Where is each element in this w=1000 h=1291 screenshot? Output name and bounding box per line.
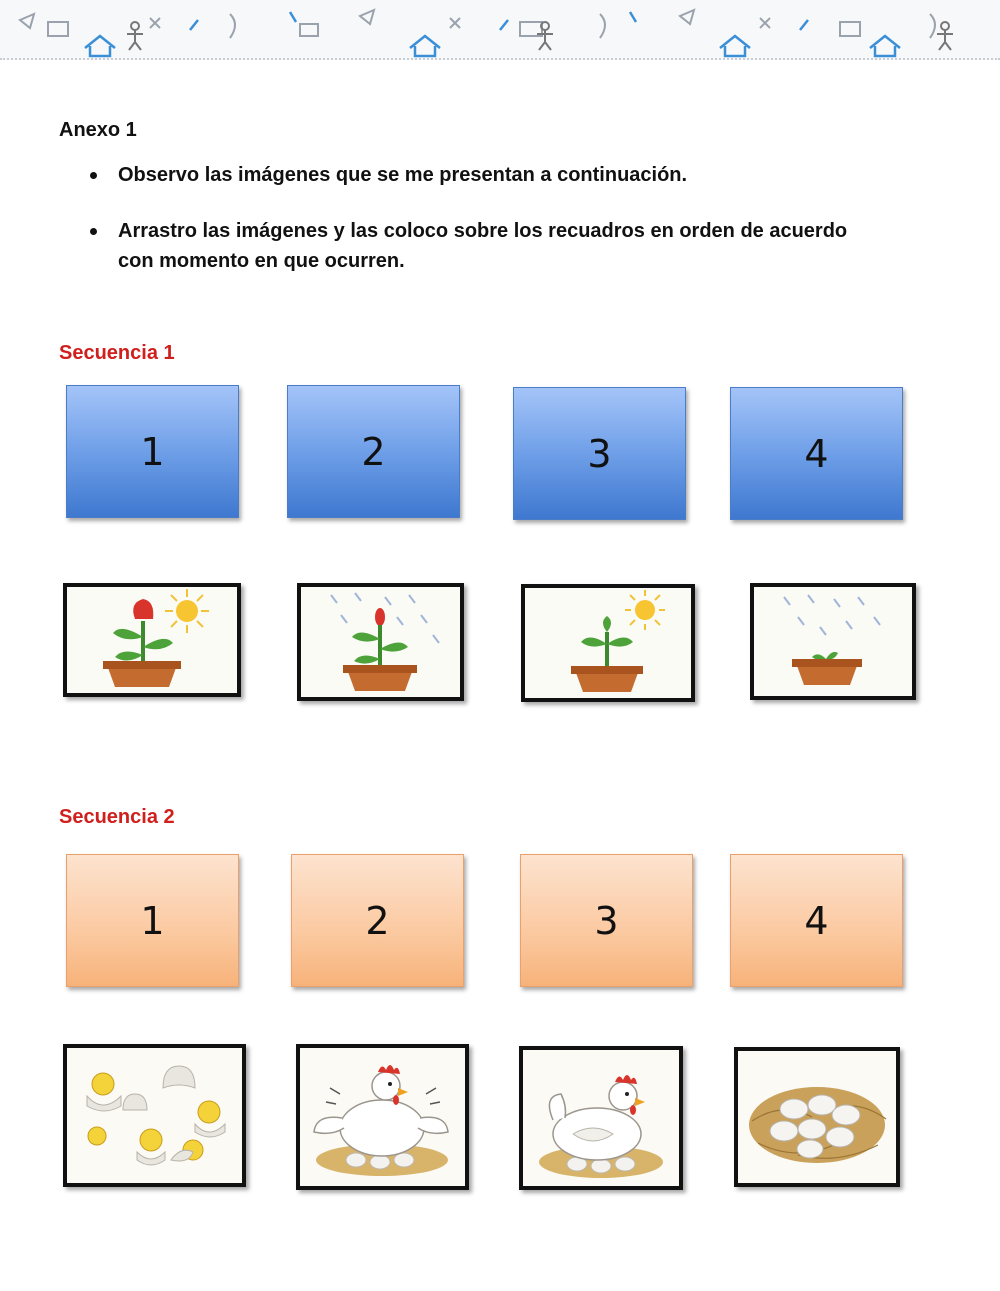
draggable-image-card[interactable] bbox=[519, 1046, 683, 1190]
drop-slot-2[interactable]: 2 bbox=[291, 854, 464, 987]
school-doodles-icon bbox=[0, 0, 1000, 58]
page-heading: Anexo 1 bbox=[59, 119, 137, 141]
decorative-banner bbox=[0, 0, 1000, 60]
flowering-plant-sun-icon bbox=[67, 587, 237, 693]
hatched-chicks-icon bbox=[67, 1048, 242, 1183]
draggable-image-card[interactable] bbox=[63, 583, 241, 697]
eggs-in-nest-icon bbox=[738, 1051, 896, 1183]
young-plant-sun-icon bbox=[525, 588, 691, 698]
draggable-image-card[interactable] bbox=[750, 583, 916, 700]
sprout-rain-icon bbox=[754, 587, 912, 696]
sequence-2-title: Secuencia 2 bbox=[59, 806, 175, 828]
drop-slot-1[interactable]: 1 bbox=[66, 854, 239, 987]
drop-slot-3[interactable]: 3 bbox=[513, 387, 686, 520]
hen-flapping-on-nest-icon bbox=[300, 1048, 465, 1186]
draggable-image-card[interactable] bbox=[63, 1044, 246, 1187]
drop-slot-3[interactable]: 3 bbox=[520, 854, 693, 987]
draggable-image-card[interactable] bbox=[297, 583, 464, 701]
hen-sitting-on-eggs-icon bbox=[523, 1050, 679, 1186]
drop-slot-4[interactable]: 4 bbox=[730, 854, 903, 987]
draggable-image-card[interactable] bbox=[734, 1047, 900, 1187]
drop-slot-4[interactable]: 4 bbox=[730, 387, 903, 520]
instruction-list bbox=[88, 160, 888, 302]
budding-plant-rain-icon bbox=[301, 587, 460, 697]
instruction-item: Observo las imágenes que se me presentan a continuación. bbox=[88, 160, 888, 190]
draggable-image-card[interactable] bbox=[521, 584, 695, 702]
draggable-image-card[interactable] bbox=[296, 1044, 469, 1190]
drop-slot-2[interactable]: 2 bbox=[287, 385, 460, 518]
drop-slot-1[interactable]: 1 bbox=[66, 385, 239, 518]
instruction-item: Arrastro las imágenes y las coloco sobre los recuadros en orden de acuerdo con momento en que ocurren. bbox=[88, 216, 888, 276]
sequence-1-title: Secuencia 1 bbox=[59, 342, 175, 364]
